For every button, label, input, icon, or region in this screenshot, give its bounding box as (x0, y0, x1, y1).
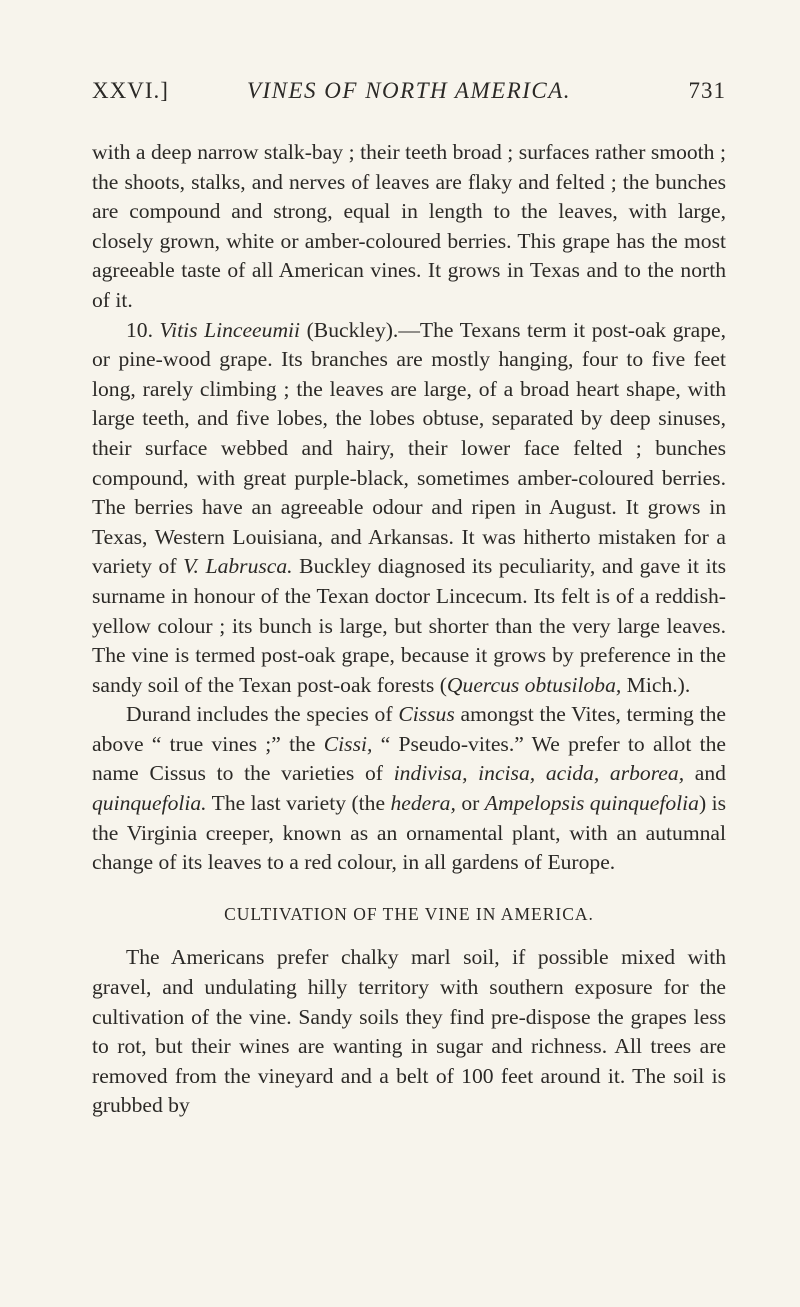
running-head (92, 78, 726, 112)
chapter-number: XXVI.] (92, 78, 169, 103)
species-name: Vitis Linceeumii (159, 317, 301, 342)
species-name: V. Labrusca. (183, 554, 293, 579)
paragraph-text: ) is the Virginia creeper, known as an ornamental plant, with an autumnal change of its leaves to a red colour, in all gardens of Europe. (92, 791, 726, 875)
species-name: Ampelopsis quinquefolia (484, 791, 699, 816)
paragraph-text: and (694, 761, 726, 786)
variety-names: indivisa, incisa, acida, arborea, (393, 761, 685, 786)
paragraph-text: Buckley diagnosed its peculiarity, and gave it its surname in honour of the Texan doctor Lincecum. Its felt is of a reddish-yellow colour ; its bunch is large, but shorter than the very large leaves. The vine is termed post-oak grape, because it grows by preference in the sandy soil of the Texan post-oak forests ( (92, 554, 726, 697)
paragraph-text: Durand includes the species of (126, 702, 393, 727)
paragraph-cultivation: The Americans prefer chalky marl soil, if possible mixed with gravel, and undulating hilly territory with southern exposure for the cultivation of the vine. Sandy soils they find pre-dispose the grapes less to rot, but their wines are wanting in sugar and richness. All trees are removed from the vineyard and a belt of 100 feet around it. The soil is grubbed by (92, 945, 726, 1118)
paragraph-vitis-lincecumii (92, 316, 726, 701)
paragraph-text: or (461, 791, 480, 816)
genus-name: Cissus (398, 702, 455, 727)
paragraph-cissus (92, 700, 726, 878)
page-number: 731 (688, 78, 726, 103)
paragraph-text: amongst the Vites, terming the above “ true vines ;” the (92, 702, 726, 756)
page-body (92, 138, 726, 1121)
paragraph-text: The last variety (the (211, 791, 386, 816)
genus-name: Cissi, (323, 731, 373, 756)
entry-number: 10. (126, 317, 153, 342)
paragraph-continued: with a deep narrow stalk-bay ; their teeth broad ; surfaces rather smooth ; the shoots, stalks, and nerves of leaves are flaky and felted ; the bunches are compound and strong, equal in length to the leaves, with large, closely grown, white or amber-coloured berries. This grape has the most agreeable taste of all American vines. It grows in Texas and to the north of it. (92, 140, 726, 312)
species-name: Quercus obtusiloba, (446, 672, 622, 697)
species-name: hedera, (390, 791, 456, 816)
paragraph-text: Mich.). (626, 672, 691, 697)
paragraph-text: “ Pseudo-vites.” We prefer to allot the name Cissus to the varieties of (92, 731, 726, 786)
paragraph-text: (Buckley).—The Texans term it post-oak grape, or pine-wood grape. Its branches are mostly hanging, four to five feet long, rarely climbing ; the leaves are large, of a broad heart shape, with large teeth, and five lobes, the lobes obtuse, separated by deep sinuses, their surface webbed and hairy, their lower face felted ; bunches compound, with great purple-black, sometimes amber-coloured berries. The berries have an agreeable odour and ripen in August. It grows in Texas, Western Louisiana, and Arkansas. It was hitherto mistaken for a variety of (92, 317, 726, 579)
variety-name: quinquefolia. (92, 791, 207, 816)
section-heading: CULTIVATION OF THE VINE IN AMERICA. (224, 903, 594, 924)
running-title: VINES OF NORTH AMERICA. (246, 78, 572, 103)
